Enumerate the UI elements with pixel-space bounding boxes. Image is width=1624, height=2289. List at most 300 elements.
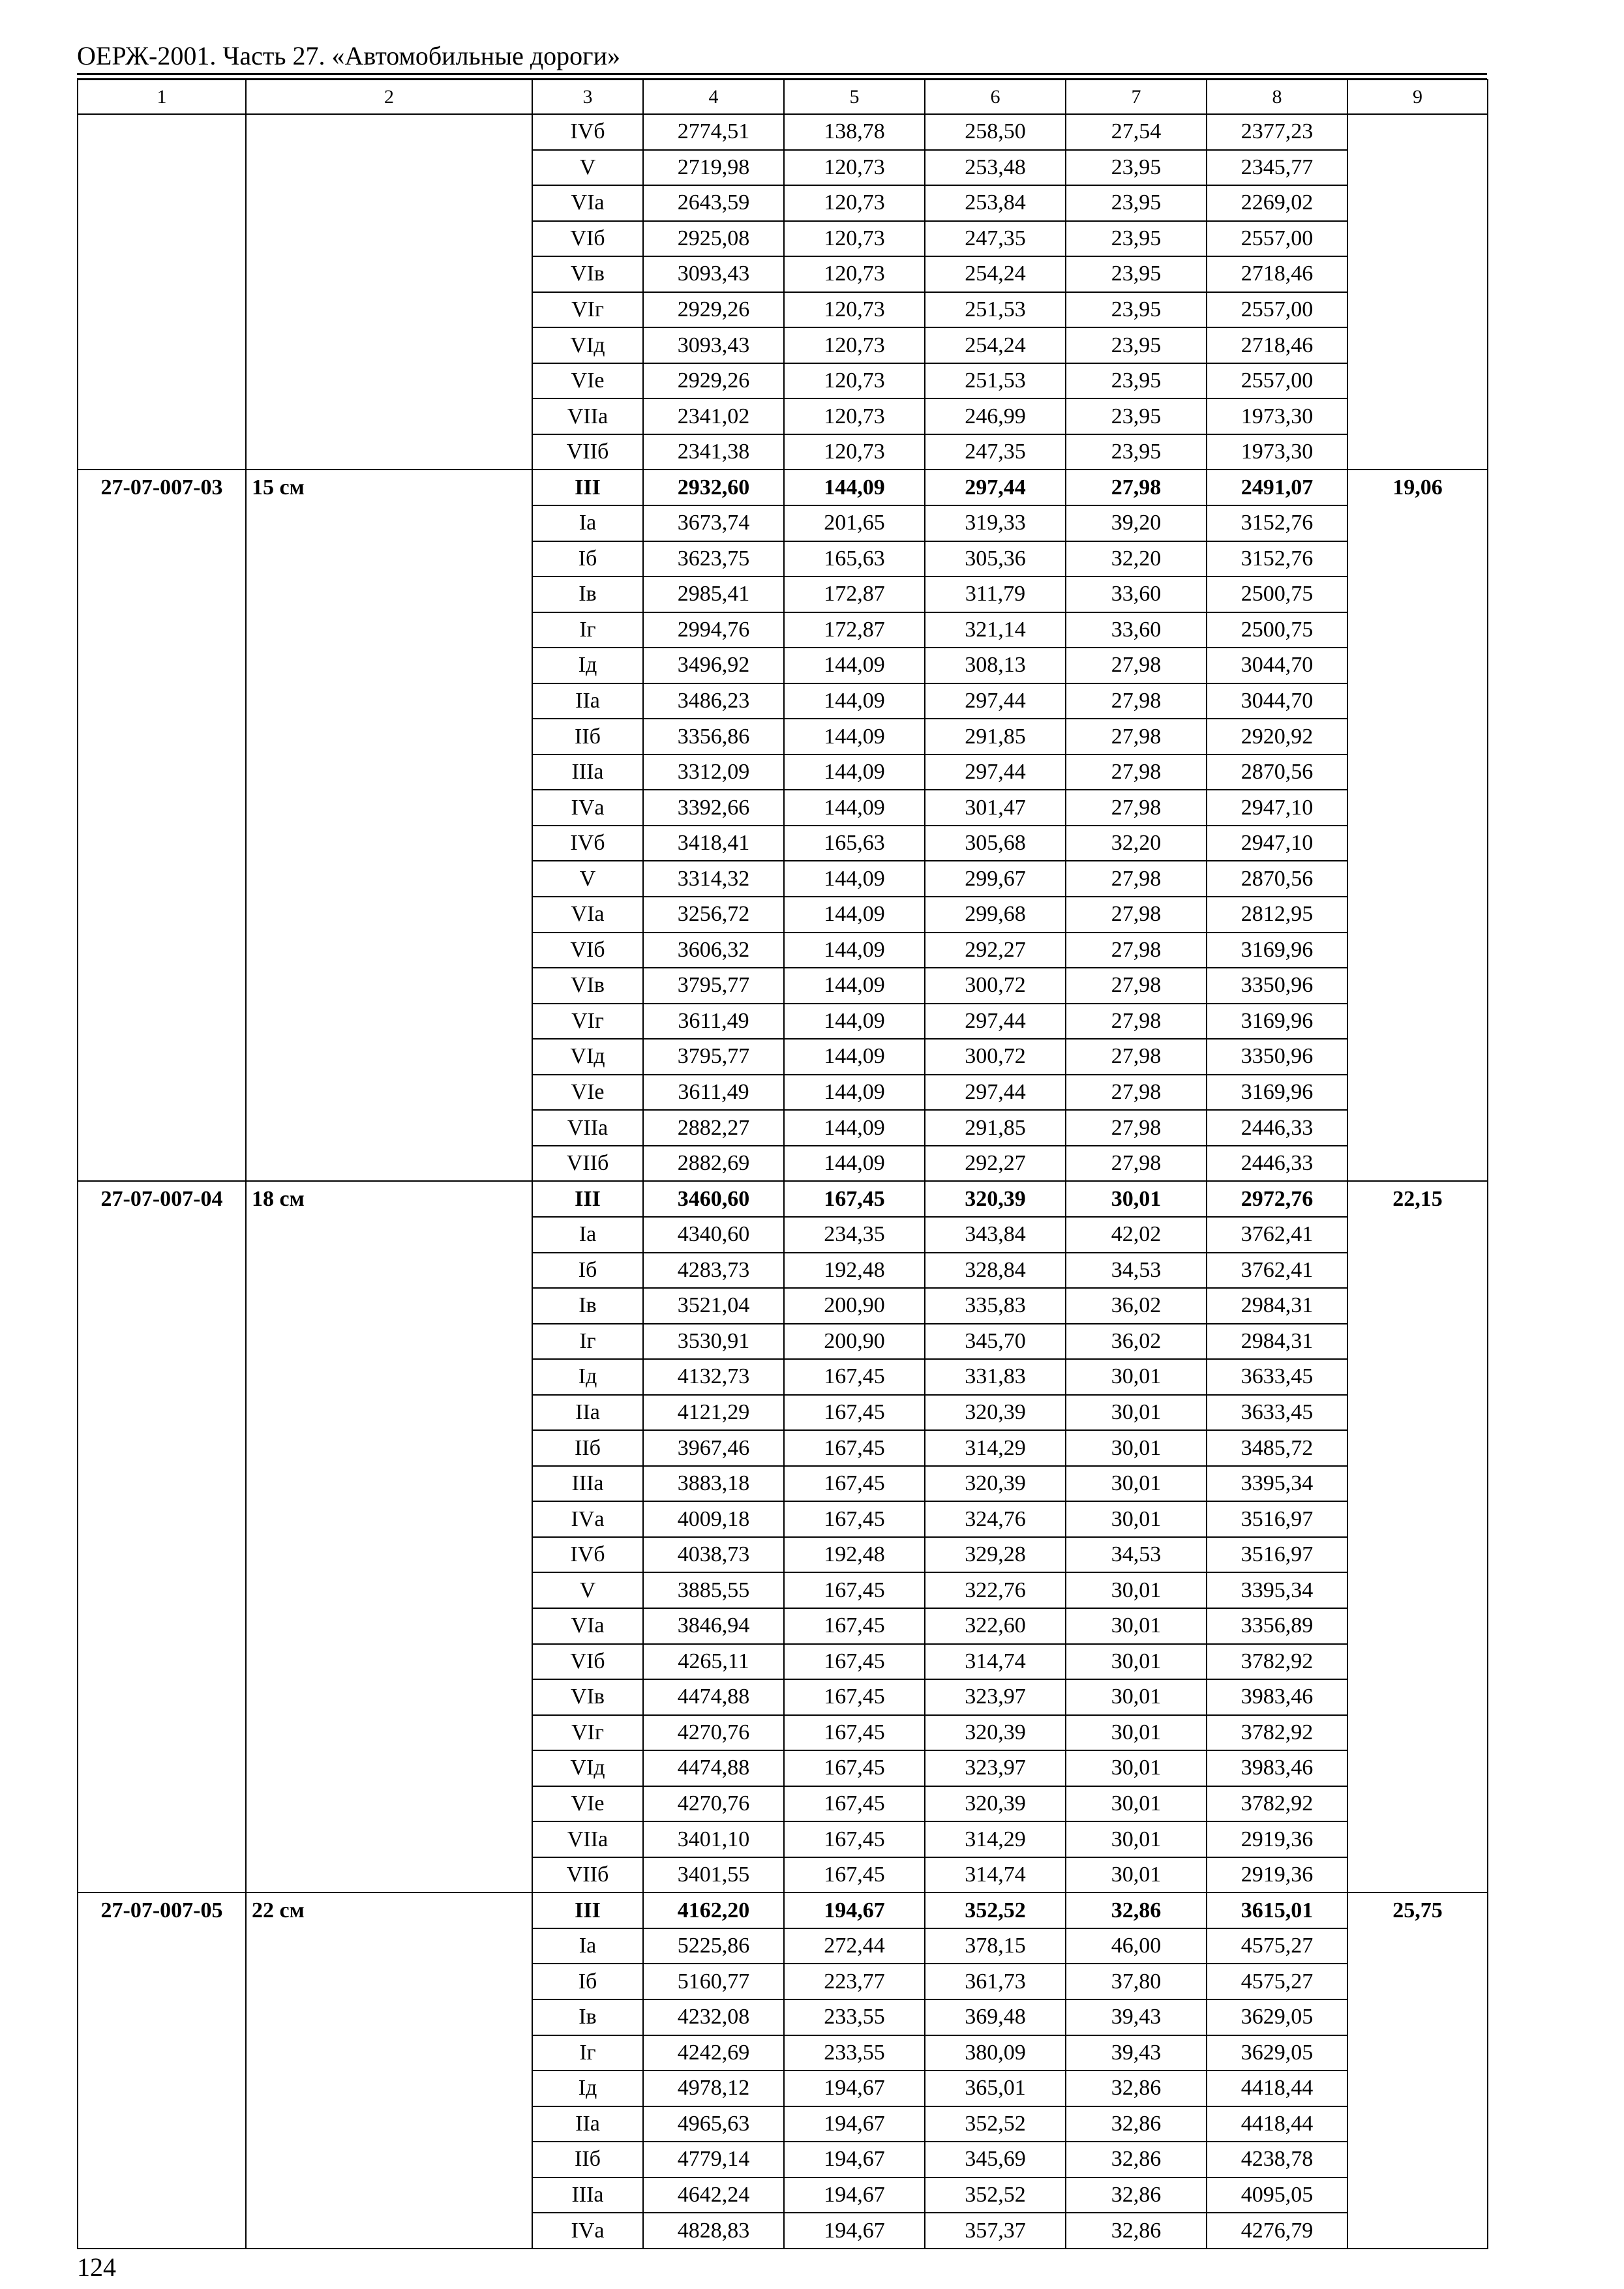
value-cell: 200,90 (784, 1288, 925, 1324)
value-cell: 5225,86 (643, 1928, 784, 1964)
zone-cell: Iб (532, 1964, 643, 1999)
value-cell: 36,02 (1066, 1324, 1207, 1360)
value-cell: 144,09 (784, 648, 925, 683)
value-cell: 3350,96 (1207, 968, 1347, 1004)
value-cell: 167,45 (784, 1466, 925, 1502)
zone-cell: V (532, 1572, 643, 1608)
value-cell: 3782,92 (1207, 1715, 1347, 1751)
value-cell: 4779,14 (643, 2142, 784, 2177)
value-cell: 33,60 (1066, 612, 1207, 648)
zone-cell: VIд (532, 1750, 643, 1786)
value-cell: 27,98 (1066, 1004, 1207, 1040)
value-cell: 30,01 (1066, 1501, 1207, 1537)
value-cell: 254,24 (925, 327, 1066, 363)
zone-cell: VIв (532, 256, 643, 292)
value-cell: 320,39 (925, 1786, 1066, 1822)
item-code: 27-07-007-04 (78, 1181, 246, 1893)
value-cell: 32,86 (1066, 2213, 1207, 2249)
value-cell: 172,87 (784, 612, 925, 648)
value-cell: 120,73 (784, 327, 925, 363)
value-cell: 4978,12 (643, 2071, 784, 2106)
value-cell: 23,95 (1066, 256, 1207, 292)
item-extra-value: 25,75 (1347, 1893, 1488, 2248)
value-cell: 4418,44 (1207, 2071, 1347, 2106)
value-cell: 323,97 (925, 1679, 1066, 1715)
value-cell: 2446,33 (1207, 1110, 1347, 1146)
value-cell: 167,45 (784, 1644, 925, 1680)
value-cell: 3350,96 (1207, 1039, 1347, 1075)
value-cell: 3762,41 (1207, 1253, 1347, 1289)
page-number: 124 (77, 2252, 116, 2282)
value-cell: 299,67 (925, 861, 1066, 897)
value-cell: 322,76 (925, 1572, 1066, 1608)
zone-cell: VIа (532, 1608, 643, 1644)
value-cell: 30,01 (1066, 1608, 1207, 1644)
value-cell: 3967,46 (643, 1430, 784, 1466)
value-cell: 2920,92 (1207, 719, 1347, 755)
value-cell: 27,98 (1066, 933, 1207, 968)
value-cell: 3169,96 (1207, 1075, 1347, 1111)
value-cell: 4162,20 (643, 1893, 784, 1928)
value-cell: 165,63 (784, 541, 925, 577)
item-description (246, 114, 532, 470)
zone-cell: IVа (532, 2213, 643, 2249)
zone-cell: VIг (532, 1715, 643, 1751)
value-cell: 311,79 (925, 576, 1066, 612)
value-cell: 167,45 (784, 1857, 925, 1893)
value-cell: 30,01 (1066, 1395, 1207, 1431)
value-cell: 34,53 (1066, 1537, 1207, 1573)
value-cell: 352,52 (925, 1893, 1066, 1928)
column-number: 9 (1347, 80, 1488, 114)
zone-cell: VIа (532, 897, 643, 933)
value-cell: 2929,26 (643, 292, 784, 328)
value-cell: 27,98 (1066, 790, 1207, 826)
value-cell: 120,73 (784, 256, 925, 292)
value-cell: 5160,77 (643, 1964, 784, 1999)
value-cell: 167,45 (784, 1821, 925, 1857)
value-cell: 167,45 (784, 1750, 925, 1786)
table-row (78, 470, 1488, 505)
value-cell: 2719,98 (643, 150, 784, 186)
zone-cell: Iв (532, 1288, 643, 1324)
value-cell: 314,74 (925, 1644, 1066, 1680)
value-cell: 165,63 (784, 826, 925, 861)
value-cell: 320,39 (925, 1466, 1066, 1502)
value-cell: 2491,07 (1207, 470, 1347, 505)
value-cell: 3629,05 (1207, 1999, 1347, 2035)
value-cell: 4642,24 (643, 2177, 784, 2213)
value-cell: 292,27 (925, 1146, 1066, 1182)
zone-cell: Iб (532, 541, 643, 577)
value-cell: 365,01 (925, 2071, 1066, 2106)
value-cell: 4418,44 (1207, 2106, 1347, 2142)
value-cell: 3152,76 (1207, 505, 1347, 541)
zone-cell: VIIа (532, 1821, 643, 1857)
zone-cell: VIIб (532, 1146, 643, 1182)
value-cell: 3521,04 (643, 1288, 784, 1324)
value-cell: 144,09 (784, 897, 925, 933)
value-cell: 23,95 (1066, 150, 1207, 186)
header-rule (77, 73, 1487, 75)
value-cell: 3611,49 (643, 1004, 784, 1040)
value-cell: 297,44 (925, 470, 1066, 505)
value-cell: 120,73 (784, 363, 925, 399)
zone-cell: VIв (532, 1679, 643, 1715)
value-cell: 4038,73 (643, 1537, 784, 1573)
zone-cell: VIб (532, 1644, 643, 1680)
value-cell: 23,95 (1066, 292, 1207, 328)
value-cell: 36,02 (1066, 1288, 1207, 1324)
value-cell: 144,09 (784, 755, 925, 790)
value-cell: 254,24 (925, 256, 1066, 292)
value-cell: 32,86 (1066, 1893, 1207, 1928)
value-cell: 251,53 (925, 292, 1066, 328)
value-cell: 3606,32 (643, 933, 784, 968)
value-cell: 3846,94 (643, 1608, 784, 1644)
value-cell: 3486,23 (643, 683, 784, 719)
value-cell: 4132,73 (643, 1359, 784, 1395)
value-cell: 3516,97 (1207, 1537, 1347, 1573)
value-cell: 3633,45 (1207, 1395, 1347, 1431)
value-cell: 321,14 (925, 612, 1066, 648)
zone-cell: IIб (532, 2142, 643, 2177)
zone-cell: Iд (532, 2071, 643, 2106)
zone-cell: IIIа (532, 2177, 643, 2213)
item-extra-value (1347, 114, 1488, 470)
value-cell: 167,45 (784, 1359, 925, 1395)
value-cell: 3401,55 (643, 1857, 784, 1893)
zone-cell: VIе (532, 363, 643, 399)
value-cell: 167,45 (784, 1572, 925, 1608)
value-cell: 246,99 (925, 398, 1066, 434)
value-cell: 2994,76 (643, 612, 784, 648)
value-cell: 2947,10 (1207, 826, 1347, 861)
value-cell: 2557,00 (1207, 363, 1347, 399)
value-cell: 258,50 (925, 114, 1066, 150)
value-cell: 308,13 (925, 648, 1066, 683)
value-cell: 30,01 (1066, 1715, 1207, 1751)
value-cell: 27,54 (1066, 114, 1207, 150)
value-cell: 272,44 (784, 1928, 925, 1964)
value-cell: 194,67 (784, 2213, 925, 2249)
value-cell: 4474,88 (643, 1679, 784, 1715)
value-cell: 324,76 (925, 1501, 1066, 1537)
value-cell: 291,85 (925, 719, 1066, 755)
value-cell: 30,01 (1066, 1786, 1207, 1822)
value-cell: 3623,75 (643, 541, 784, 577)
value-cell: 4965,63 (643, 2106, 784, 2142)
value-cell: 23,95 (1066, 185, 1207, 221)
zone-cell: Iа (532, 1928, 643, 1964)
item-code: 27-07-007-05 (78, 1893, 246, 2248)
value-cell: 3392,66 (643, 790, 784, 826)
value-cell: 192,48 (784, 1253, 925, 1289)
value-cell: 3485,72 (1207, 1430, 1347, 1466)
value-cell: 335,83 (925, 1288, 1066, 1324)
value-cell: 247,35 (925, 434, 1066, 470)
value-cell: 297,44 (925, 1075, 1066, 1111)
value-cell: 27,98 (1066, 1039, 1207, 1075)
value-cell: 32,86 (1066, 2106, 1207, 2142)
zone-cell: VIг (532, 292, 643, 328)
value-cell: 3044,70 (1207, 648, 1347, 683)
value-cell: 144,09 (784, 1110, 925, 1146)
value-cell: 2870,56 (1207, 755, 1347, 790)
zone-cell: VIд (532, 327, 643, 363)
value-cell: 23,95 (1066, 434, 1207, 470)
value-cell: 299,68 (925, 897, 1066, 933)
value-cell: 253,84 (925, 185, 1066, 221)
value-cell: 194,67 (784, 2177, 925, 2213)
value-cell: 4232,08 (643, 1999, 784, 2035)
value-cell: 3615,01 (1207, 1893, 1347, 1928)
value-cell: 369,48 (925, 1999, 1066, 2035)
value-cell: 3629,05 (1207, 2035, 1347, 2071)
zone-cell: IIа (532, 683, 643, 719)
zone-cell: IIIа (532, 1466, 643, 1502)
column-number: 1 (78, 80, 246, 114)
value-cell: 233,55 (784, 2035, 925, 2071)
value-cell: 167,45 (784, 1715, 925, 1751)
value-cell: 144,09 (784, 1039, 925, 1075)
zone-cell: V (532, 150, 643, 186)
zone-cell: Iв (532, 576, 643, 612)
value-cell: 167,45 (784, 1679, 925, 1715)
zone-cell: Iг (532, 612, 643, 648)
value-cell: 3460,60 (643, 1181, 784, 1217)
value-cell: 3795,77 (643, 968, 784, 1004)
value-cell: 33,60 (1066, 576, 1207, 612)
value-cell: 2882,27 (643, 1110, 784, 1146)
value-cell: 328,84 (925, 1253, 1066, 1289)
value-cell: 144,09 (784, 719, 925, 755)
value-cell: 2643,59 (643, 185, 784, 221)
column-number: 3 (532, 80, 643, 114)
value-cell: 120,73 (784, 221, 925, 257)
value-cell: 172,87 (784, 576, 925, 612)
zone-cell: VIIа (532, 398, 643, 434)
value-cell: 27,98 (1066, 470, 1207, 505)
value-cell: 301,47 (925, 790, 1066, 826)
value-cell: 3401,10 (643, 1821, 784, 1857)
column-number-row (78, 80, 1488, 114)
table-row (78, 1181, 1488, 1217)
value-cell: 322,60 (925, 1608, 1066, 1644)
value-cell: 4265,11 (643, 1644, 784, 1680)
item-description: 18 см (246, 1181, 532, 1893)
value-cell: 144,09 (784, 861, 925, 897)
value-cell: 144,09 (784, 1004, 925, 1040)
value-cell: 329,28 (925, 1537, 1066, 1573)
item-code (78, 114, 246, 470)
value-cell: 2925,08 (643, 221, 784, 257)
value-cell: 2345,77 (1207, 150, 1347, 186)
value-cell: 2984,31 (1207, 1324, 1347, 1360)
value-cell: 30,01 (1066, 1750, 1207, 1786)
value-cell: 3883,18 (643, 1466, 784, 1502)
value-cell: 345,70 (925, 1324, 1066, 1360)
value-cell: 2718,46 (1207, 327, 1347, 363)
zone-cell: V (532, 861, 643, 897)
column-number: 7 (1066, 80, 1207, 114)
value-cell: 194,67 (784, 2071, 925, 2106)
zone-cell: VIе (532, 1786, 643, 1822)
column-number: 8 (1207, 80, 1347, 114)
value-cell: 167,45 (784, 1501, 925, 1537)
value-cell: 253,48 (925, 150, 1066, 186)
value-cell: 3312,09 (643, 755, 784, 790)
value-cell: 3093,43 (643, 256, 784, 292)
value-cell: 331,83 (925, 1359, 1066, 1395)
value-cell: 2870,56 (1207, 861, 1347, 897)
value-cell: 27,98 (1066, 719, 1207, 755)
zone-cell: IVб (532, 1537, 643, 1573)
value-cell: 30,01 (1066, 1821, 1207, 1857)
value-cell: 3169,96 (1207, 1004, 1347, 1040)
zone-cell: IVа (532, 790, 643, 826)
value-cell: 2377,23 (1207, 114, 1347, 150)
value-cell: 1973,30 (1207, 398, 1347, 434)
value-cell: 144,09 (784, 933, 925, 968)
value-cell: 2341,38 (643, 434, 784, 470)
value-cell: 120,73 (784, 398, 925, 434)
zone-cell: IIIа (532, 755, 643, 790)
value-cell: 4283,73 (643, 1253, 784, 1289)
value-cell: 120,73 (784, 292, 925, 328)
zone-cell: VIIб (532, 1857, 643, 1893)
column-number: 4 (643, 80, 784, 114)
value-cell: 2932,60 (643, 470, 784, 505)
value-cell: 3169,96 (1207, 933, 1347, 968)
value-cell: 27,98 (1066, 1146, 1207, 1182)
value-cell: 343,84 (925, 1217, 1066, 1253)
value-cell: 300,72 (925, 968, 1066, 1004)
value-cell: 3395,34 (1207, 1466, 1347, 1502)
value-cell: 4095,05 (1207, 2177, 1347, 2213)
value-cell: 233,55 (784, 1999, 925, 2035)
value-cell: 378,15 (925, 1928, 1066, 1964)
value-cell: 3983,46 (1207, 1750, 1347, 1786)
value-cell: 251,53 (925, 363, 1066, 399)
value-cell: 138,78 (784, 114, 925, 150)
value-cell: 2929,26 (643, 363, 784, 399)
value-cell: 2947,10 (1207, 790, 1347, 826)
item-extra-value: 22,15 (1347, 1181, 1488, 1893)
value-cell: 30,01 (1066, 1857, 1207, 1893)
value-cell: 4121,29 (643, 1395, 784, 1431)
value-cell: 2882,69 (643, 1146, 784, 1182)
zone-cell: IIб (532, 719, 643, 755)
table-row (78, 1893, 1488, 1928)
value-cell: 3633,45 (1207, 1359, 1347, 1395)
zone-cell: IIб (532, 1430, 643, 1466)
value-cell: 120,73 (784, 434, 925, 470)
value-cell: 3044,70 (1207, 683, 1347, 719)
value-cell: 27,98 (1066, 648, 1207, 683)
zone-cell: VIг (532, 1004, 643, 1040)
value-cell: 46,00 (1066, 1928, 1207, 1964)
zone-cell: VIв (532, 968, 643, 1004)
value-cell: 4242,69 (643, 2035, 784, 2071)
value-cell: 32,20 (1066, 541, 1207, 577)
value-cell: 27,98 (1066, 861, 1207, 897)
value-cell: 37,80 (1066, 1964, 1207, 1999)
zone-cell: Iг (532, 1324, 643, 1360)
value-cell: 3782,92 (1207, 1644, 1347, 1680)
value-cell: 30,01 (1066, 1572, 1207, 1608)
value-cell: 3093,43 (643, 327, 784, 363)
zone-cell: IVб (532, 826, 643, 861)
value-cell: 194,67 (784, 2106, 925, 2142)
value-cell: 23,95 (1066, 327, 1207, 363)
value-cell: 2812,95 (1207, 897, 1347, 933)
value-cell: 223,77 (784, 1964, 925, 1999)
value-cell: 3314,32 (643, 861, 784, 897)
value-cell: 27,98 (1066, 755, 1207, 790)
value-cell: 200,90 (784, 1324, 925, 1360)
value-cell: 30,01 (1066, 1359, 1207, 1395)
zone-cell: VIIб (532, 434, 643, 470)
value-cell: 42,02 (1066, 1217, 1207, 1253)
zone-cell: Iб (532, 1253, 643, 1289)
value-cell: 320,39 (925, 1395, 1066, 1431)
value-cell: 352,52 (925, 2177, 1066, 2213)
value-cell: 3496,92 (643, 648, 784, 683)
item-description: 15 см (246, 470, 532, 1181)
value-cell: 201,65 (784, 505, 925, 541)
value-cell: 120,73 (784, 150, 925, 186)
zone-cell: IVа (532, 1501, 643, 1537)
zone-cell: VIб (532, 933, 643, 968)
value-cell: 192,48 (784, 1537, 925, 1573)
value-cell: 3356,89 (1207, 1608, 1347, 1644)
value-cell: 247,35 (925, 221, 1066, 257)
zone-cell: VIд (532, 1039, 643, 1075)
value-cell: 167,45 (784, 1395, 925, 1431)
value-cell: 3356,86 (643, 719, 784, 755)
value-cell: 167,45 (784, 1786, 925, 1822)
value-cell: 27,98 (1066, 683, 1207, 719)
value-cell: 297,44 (925, 755, 1066, 790)
value-cell: 2919,36 (1207, 1821, 1347, 1857)
zone-cell: VIе (532, 1075, 643, 1111)
value-cell: 32,86 (1066, 2177, 1207, 2213)
zone-cell: VIа (532, 185, 643, 221)
value-cell: 3530,91 (643, 1324, 784, 1360)
zone-cell: III (532, 470, 643, 505)
value-cell: 39,43 (1066, 2035, 1207, 2071)
value-cell: 4474,88 (643, 1750, 784, 1786)
value-cell: 3885,55 (643, 1572, 784, 1608)
value-cell: 3762,41 (1207, 1217, 1347, 1253)
page-header-title: ОЕРЖ-2001. Часть 27. «Автомобильные дороги» (77, 41, 620, 70)
value-cell: 3516,97 (1207, 1501, 1347, 1537)
item-description: 22 см (246, 1893, 532, 2248)
value-cell: 32,20 (1066, 826, 1207, 861)
value-cell: 3795,77 (643, 1039, 784, 1075)
value-cell: 292,27 (925, 933, 1066, 968)
value-cell: 167,45 (784, 1430, 925, 1466)
zone-cell: IVб (532, 114, 643, 150)
value-cell: 314,74 (925, 1857, 1066, 1893)
value-cell: 4340,60 (643, 1217, 784, 1253)
value-cell: 305,68 (925, 826, 1066, 861)
value-cell: 3611,49 (643, 1075, 784, 1111)
value-cell: 194,67 (784, 1893, 925, 1928)
value-cell: 2500,75 (1207, 612, 1347, 648)
value-cell: 34,53 (1066, 1253, 1207, 1289)
